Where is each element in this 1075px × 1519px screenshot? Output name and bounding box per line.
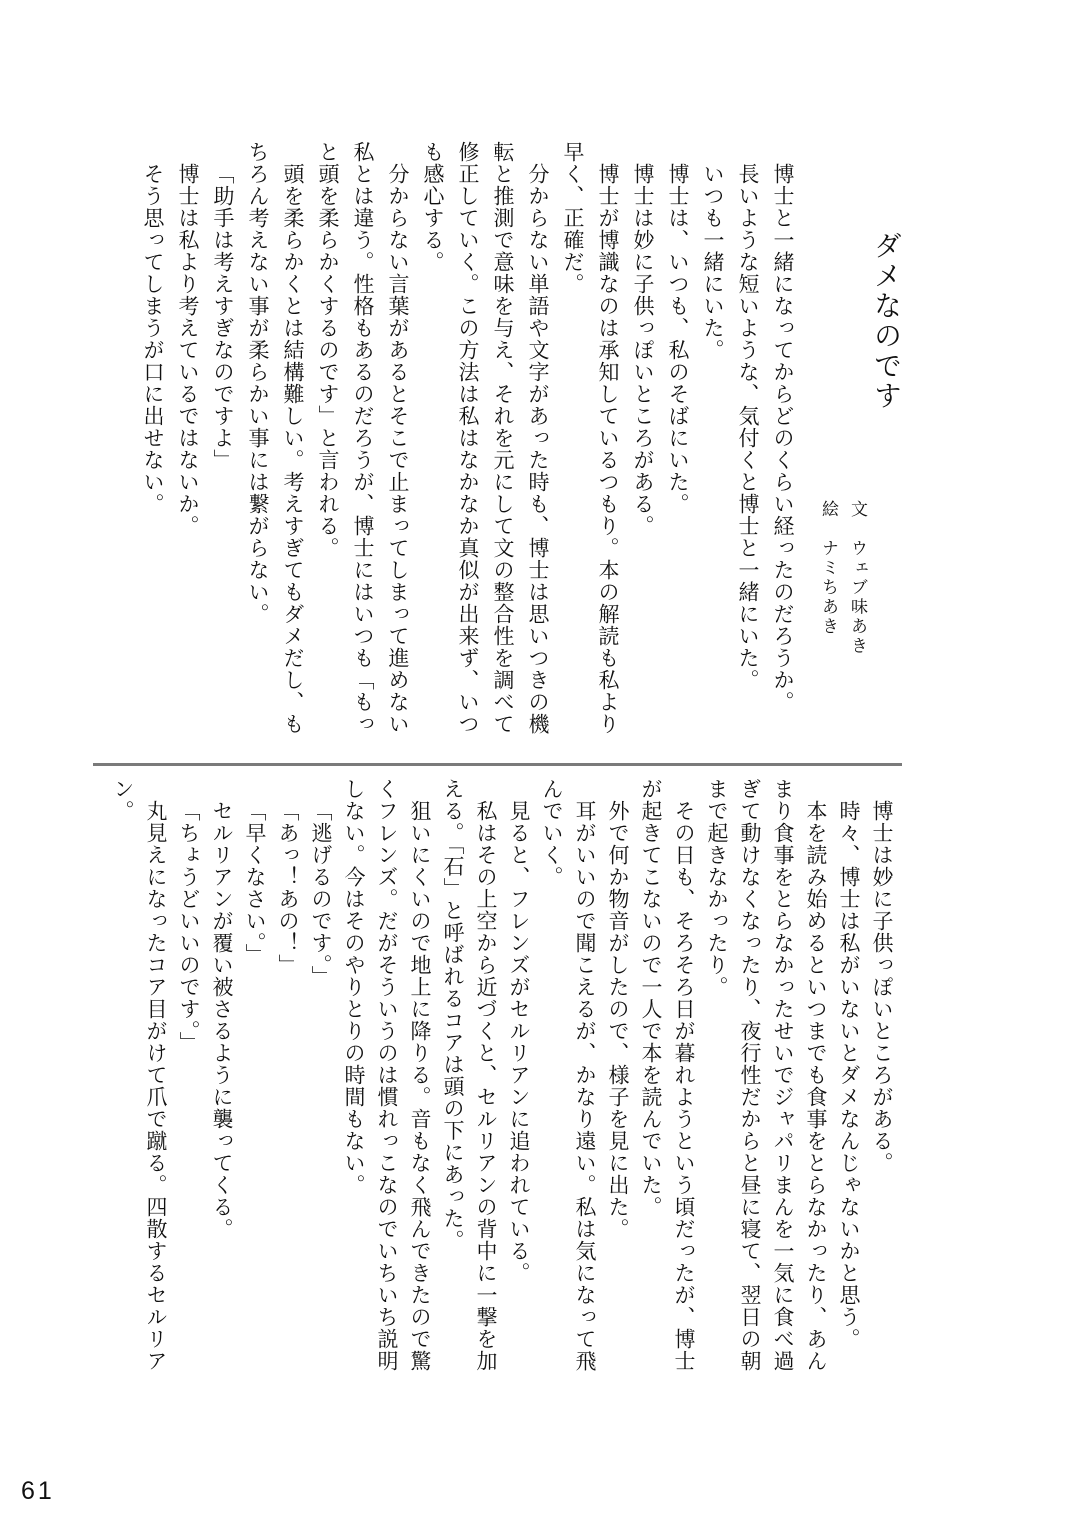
- text-column: まで起きなかったり。: [705, 778, 728, 998]
- text-column: 博士と一緒になってからどのくらい経ったのだろうか。: [771, 163, 794, 713]
- text-column: 本を読み始めるといつまでも食事をとらなかったり、あん: [804, 800, 827, 1372]
- text-column: その日も、そろそろ日が暮れようという頃だったが、博士: [672, 800, 695, 1372]
- section-divider-rule: [93, 763, 902, 766]
- text-column: 「ちょうどいいのです。」: [177, 800, 200, 1054]
- text-column: 修正していく。この方法は私はなかなか真似が出来ず、いつ: [456, 141, 479, 735]
- text-column: と頭を柔らかくするのです」と言われる。: [316, 141, 339, 559]
- text-column: ン。: [111, 778, 134, 822]
- page-title: ダメなのです: [871, 231, 902, 411]
- text-column: 頭を柔らかくとは結構難しい。考えすぎてもダメだし、も: [281, 163, 304, 735]
- text-column: んでいく。: [540, 778, 563, 888]
- text-column: 見ると、フレンズがセルリアンに追われている。: [507, 800, 530, 1284]
- text-column: も感心する。: [421, 141, 444, 273]
- text-column: 博士は、いつも、私のそばにいた。: [666, 163, 689, 515]
- text-column: が起きてこないので一人で本を読んでいた。: [639, 778, 662, 1218]
- text-column: ちろん考えない事が柔らかい事には繋がらない。: [246, 141, 269, 625]
- text-column: 転と推測で意味を与え、それを元にして文の整合性を調べて: [491, 141, 514, 735]
- text-column: える。「石」と呼ばれるコアは頭の下にあった。: [441, 778, 464, 1252]
- text-column: 外で何か物音がしたので、様子を見に出た。: [606, 800, 629, 1240]
- text-column: 博士は妙に子供っぽいところがある。: [870, 800, 893, 1174]
- text-column: 「逃げるのです。」: [309, 800, 332, 988]
- text-column: 分からない単語や文字があった時も、博士は思いつきの機: [526, 163, 549, 735]
- text-column: 長いような短いような、気付くと博士と一緒にいた。: [736, 163, 759, 691]
- text-column: いつも一緒にいた。: [701, 163, 724, 361]
- text-column: 「早くなさい。」: [243, 800, 266, 966]
- text-column: そう思ってしまうが口に出せない。: [141, 163, 164, 515]
- bottom-text-section: [106, 778, 898, 1398]
- text-column: ぎて動けなくなったり、夜行性だからと昼に寝て、翌日の朝: [738, 778, 761, 1372]
- text-column: 時々、博士は私がいないとダメなんじゃないかと思う。: [837, 800, 860, 1350]
- text-column: まり食事をとらなかったせいでジャパリまんを一気に食べ過: [771, 778, 794, 1372]
- text-column: 私はその上空から近づくと、セルリアンの背中に一撃を加: [474, 800, 497, 1372]
- text-column: 「助手は考えすぎなのですよ」: [211, 163, 234, 471]
- text-column: 博士は私より考えているではないか。: [176, 163, 199, 537]
- text-column: 分からない言葉があるとそこで止まってしまって進めない: [386, 163, 409, 735]
- text-column: 「あっ！あの！」: [276, 800, 299, 976]
- text-column: 博士は妙に子供っぽいところがある。: [631, 163, 654, 537]
- text-column: 博士が博識なのは承知しているつもり。本の解読も私より: [596, 163, 619, 735]
- credit-writer: 文 ウェブ味あき: [848, 500, 867, 656]
- text-column: 早く、正確だ。: [561, 141, 584, 295]
- top-text-section: [135, 141, 800, 746]
- credits-block: [812, 500, 872, 720]
- credit-artist: 絵 ナミちあき: [819, 500, 838, 637]
- text-column: 耳がいいので聞こえるが、かなり遠い。私は気になって飛: [573, 800, 596, 1372]
- text-column: 丸見えになったコア目がけて爪で蹴る。四散するセルリア: [144, 800, 167, 1372]
- text-column: 狙いにくいので地上に降りる。音もなく飛んできたので驚: [408, 800, 431, 1372]
- page-number: 61: [21, 1477, 55, 1505]
- text-column: くフレンズ。だがそういうのは慣れっこなのでいちいち説明: [375, 778, 398, 1372]
- text-column: 私とは違う。性格もあるのだろうが、博士にはいつも「もっ: [351, 141, 374, 735]
- text-column: しない。今はそのやりとりの時間もない。: [342, 778, 365, 1196]
- text-column: セルリアンが覆い被さるように襲ってくる。: [210, 800, 233, 1240]
